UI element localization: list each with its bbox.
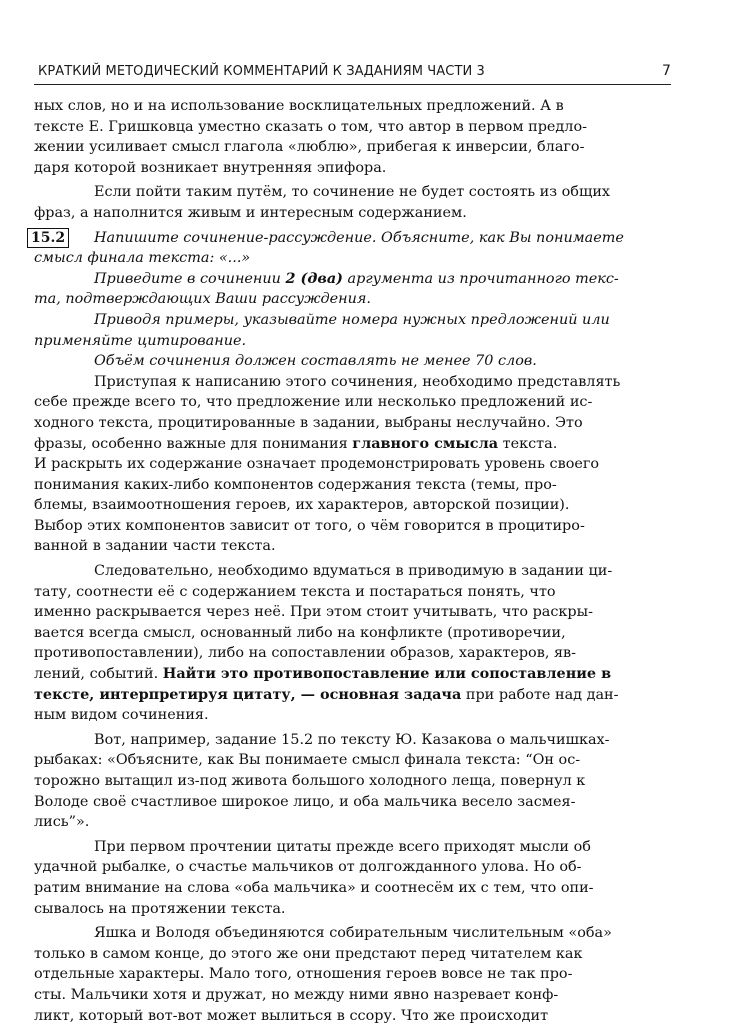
- text-line: Если пойти таким путём, то сочинение не будет состоять из общих: [94, 184, 611, 201]
- text-line: даря которой возникает внутренняя эпифора.: [34, 159, 387, 176]
- text-line: фраз, а наполнится живым и интересным содержанием.: [34, 204, 467, 221]
- text-line: себе прежде всего то, что предложение или несколько предложений ис-: [34, 394, 593, 411]
- task-instruction-1: [34, 228, 671, 269]
- text-line: блемы, взаимоотношения героев, их характеров, авторской позиции).: [34, 497, 570, 514]
- bold-run: главного смысла: [352, 434, 499, 452]
- text-line: вается всегда смысл, основанный либо на конфликте (противоречии,: [34, 624, 566, 641]
- text-line: противопоставлении), либо на сопоставлении образов, характеров, яв-: [34, 645, 577, 662]
- paragraph-first-reading: [34, 837, 671, 919]
- paragraph-method: [34, 561, 671, 726]
- running-header: [34, 60, 671, 85]
- paragraph-characters: [34, 923, 671, 1026]
- text-line: И раскрыть их содержание означает продемонстрировать уровень своего: [34, 456, 600, 473]
- page-number: 7: [661, 63, 671, 79]
- text-run: аргумента из прочитанного текс-: [342, 270, 619, 287]
- text-line: Приводя примеры, указывайте номера нужных предложений или: [94, 311, 610, 328]
- text-line: жении усиливает смысл глагола «люблю», прибегая к инверсии, благо-: [34, 139, 585, 156]
- paragraph-example: [34, 730, 671, 833]
- text-line: Яшка и Володя объединяются собирательным числительным «оба»: [94, 925, 612, 942]
- text-line: ным видом сочинения.: [34, 707, 209, 724]
- text-line: смысл финала текста: «...»: [34, 250, 251, 267]
- text-run: фразы, особенно важные для понимания: [34, 435, 353, 452]
- text-line: сты. Мальчики хотя и дружат, но между ними явно назревает конф-: [34, 986, 559, 1003]
- text-run: Приведите в сочинении: [94, 270, 286, 287]
- task-block: [31, 228, 671, 372]
- text-line: [34, 269, 671, 290]
- task-instruction-3: [34, 310, 671, 351]
- text-line: Володе своё счастливое широкое лицо, и оба мальчика весело засмея-: [34, 793, 576, 810]
- text-line: Приступая к написанию этого сочинения, необходимо представлять: [94, 373, 621, 390]
- header-title: КРАТКИЙ МЕТОДИЧЕСКИЙ КОММЕНТАРИЙ К ЗАДАНИЯМ ЧАСТИ 3: [38, 64, 485, 79]
- bold-run: Найти это противопоставление или сопоставление в: [162, 665, 612, 683]
- text-line: торожно вытащил из-под живота большого холодного леща, повернул к: [34, 773, 586, 789]
- text-line: понимания каких-либо компонентов содержания текста (темы, про-: [34, 476, 557, 493]
- bold-run: тексте, интерпретируя цитату, — основная задача: [34, 685, 462, 703]
- text-line: отдельные характеры. Мало того, отношения героев вовсе не так про-: [34, 966, 573, 983]
- text-line: Выбор этих компонентов зависит от того, о чём говорится в процитиро-: [34, 517, 585, 534]
- task-number-badge: 15.2: [27, 228, 69, 248]
- text-run: текста.: [498, 435, 558, 452]
- text-run: при работе над дан-: [461, 686, 619, 703]
- text-line: ходного текста, процитированные в задании, выбраны неслучайно. Это: [34, 414, 583, 431]
- text-line: тексте Е. Гришковца уместно сказать о том, что автор в первом предло-: [34, 118, 587, 135]
- text-line: применяйте цитирование.: [34, 332, 247, 349]
- text-line: рыбаках: «Объясните, как Вы понимаете смысл финала текста: “Он ос-: [34, 752, 581, 769]
- text-line: Объём сочинения должен составлять не менее 70 слов.: [94, 353, 537, 370]
- text-line: удачной рыбалке, о счастье мальчиков от долгожданного улова. Но об-: [34, 859, 582, 876]
- paragraph-approach: [34, 372, 671, 557]
- text-run: лений, событий.: [34, 666, 163, 683]
- paragraph-continuation: [34, 96, 671, 178]
- bold-run: 2 (два): [285, 269, 343, 287]
- text-line: лись”».: [34, 814, 90, 831]
- text-line: ванной в задании части текста.: [34, 538, 276, 555]
- text-line: При первом прочтении цитаты прежде всего приходят мысли об: [94, 838, 591, 855]
- text-line: именно раскрывается через неё. При этом стоит учитывать, что раскры-: [34, 604, 593, 621]
- text-line: тату, соотнести её с содержанием текста и постараться понять, что: [34, 583, 556, 600]
- page-body: [31, 96, 671, 1026]
- paragraph-conclusion: [34, 182, 671, 223]
- text-line: сывалось на протяжении текста.: [34, 900, 286, 917]
- task-instruction-2: [34, 269, 671, 310]
- text-line: ликт, который вот-вот может вылиться в ссору. Что же происходит: [34, 1007, 549, 1024]
- text-line: [34, 434, 671, 455]
- text-line: Напишите сочинение-рассуждение. Объясните, как Вы понимаете: [94, 229, 624, 246]
- text-line: Вот, например, задание 15.2 по тексту Ю. Казакова о мальчишках-: [94, 731, 610, 748]
- text-line: [34, 685, 671, 706]
- text-line: Следовательно, необходимо вдуматься в приводимую в задании ци-: [94, 563, 613, 580]
- task-instruction-4: [34, 351, 671, 372]
- text-line: ратим внимание на слова «оба мальчика» и соотнесём их с тем, что опи-: [34, 879, 594, 896]
- text-line: ных слов, но и на использование восклицательных предложений. А в: [34, 98, 564, 114]
- text-line: только в самом конце, до этого же они предстают перед читателем как: [34, 945, 583, 962]
- text-line: та, подтверждающих Ваши рассуждения.: [34, 291, 371, 308]
- text-line: [34, 664, 671, 685]
